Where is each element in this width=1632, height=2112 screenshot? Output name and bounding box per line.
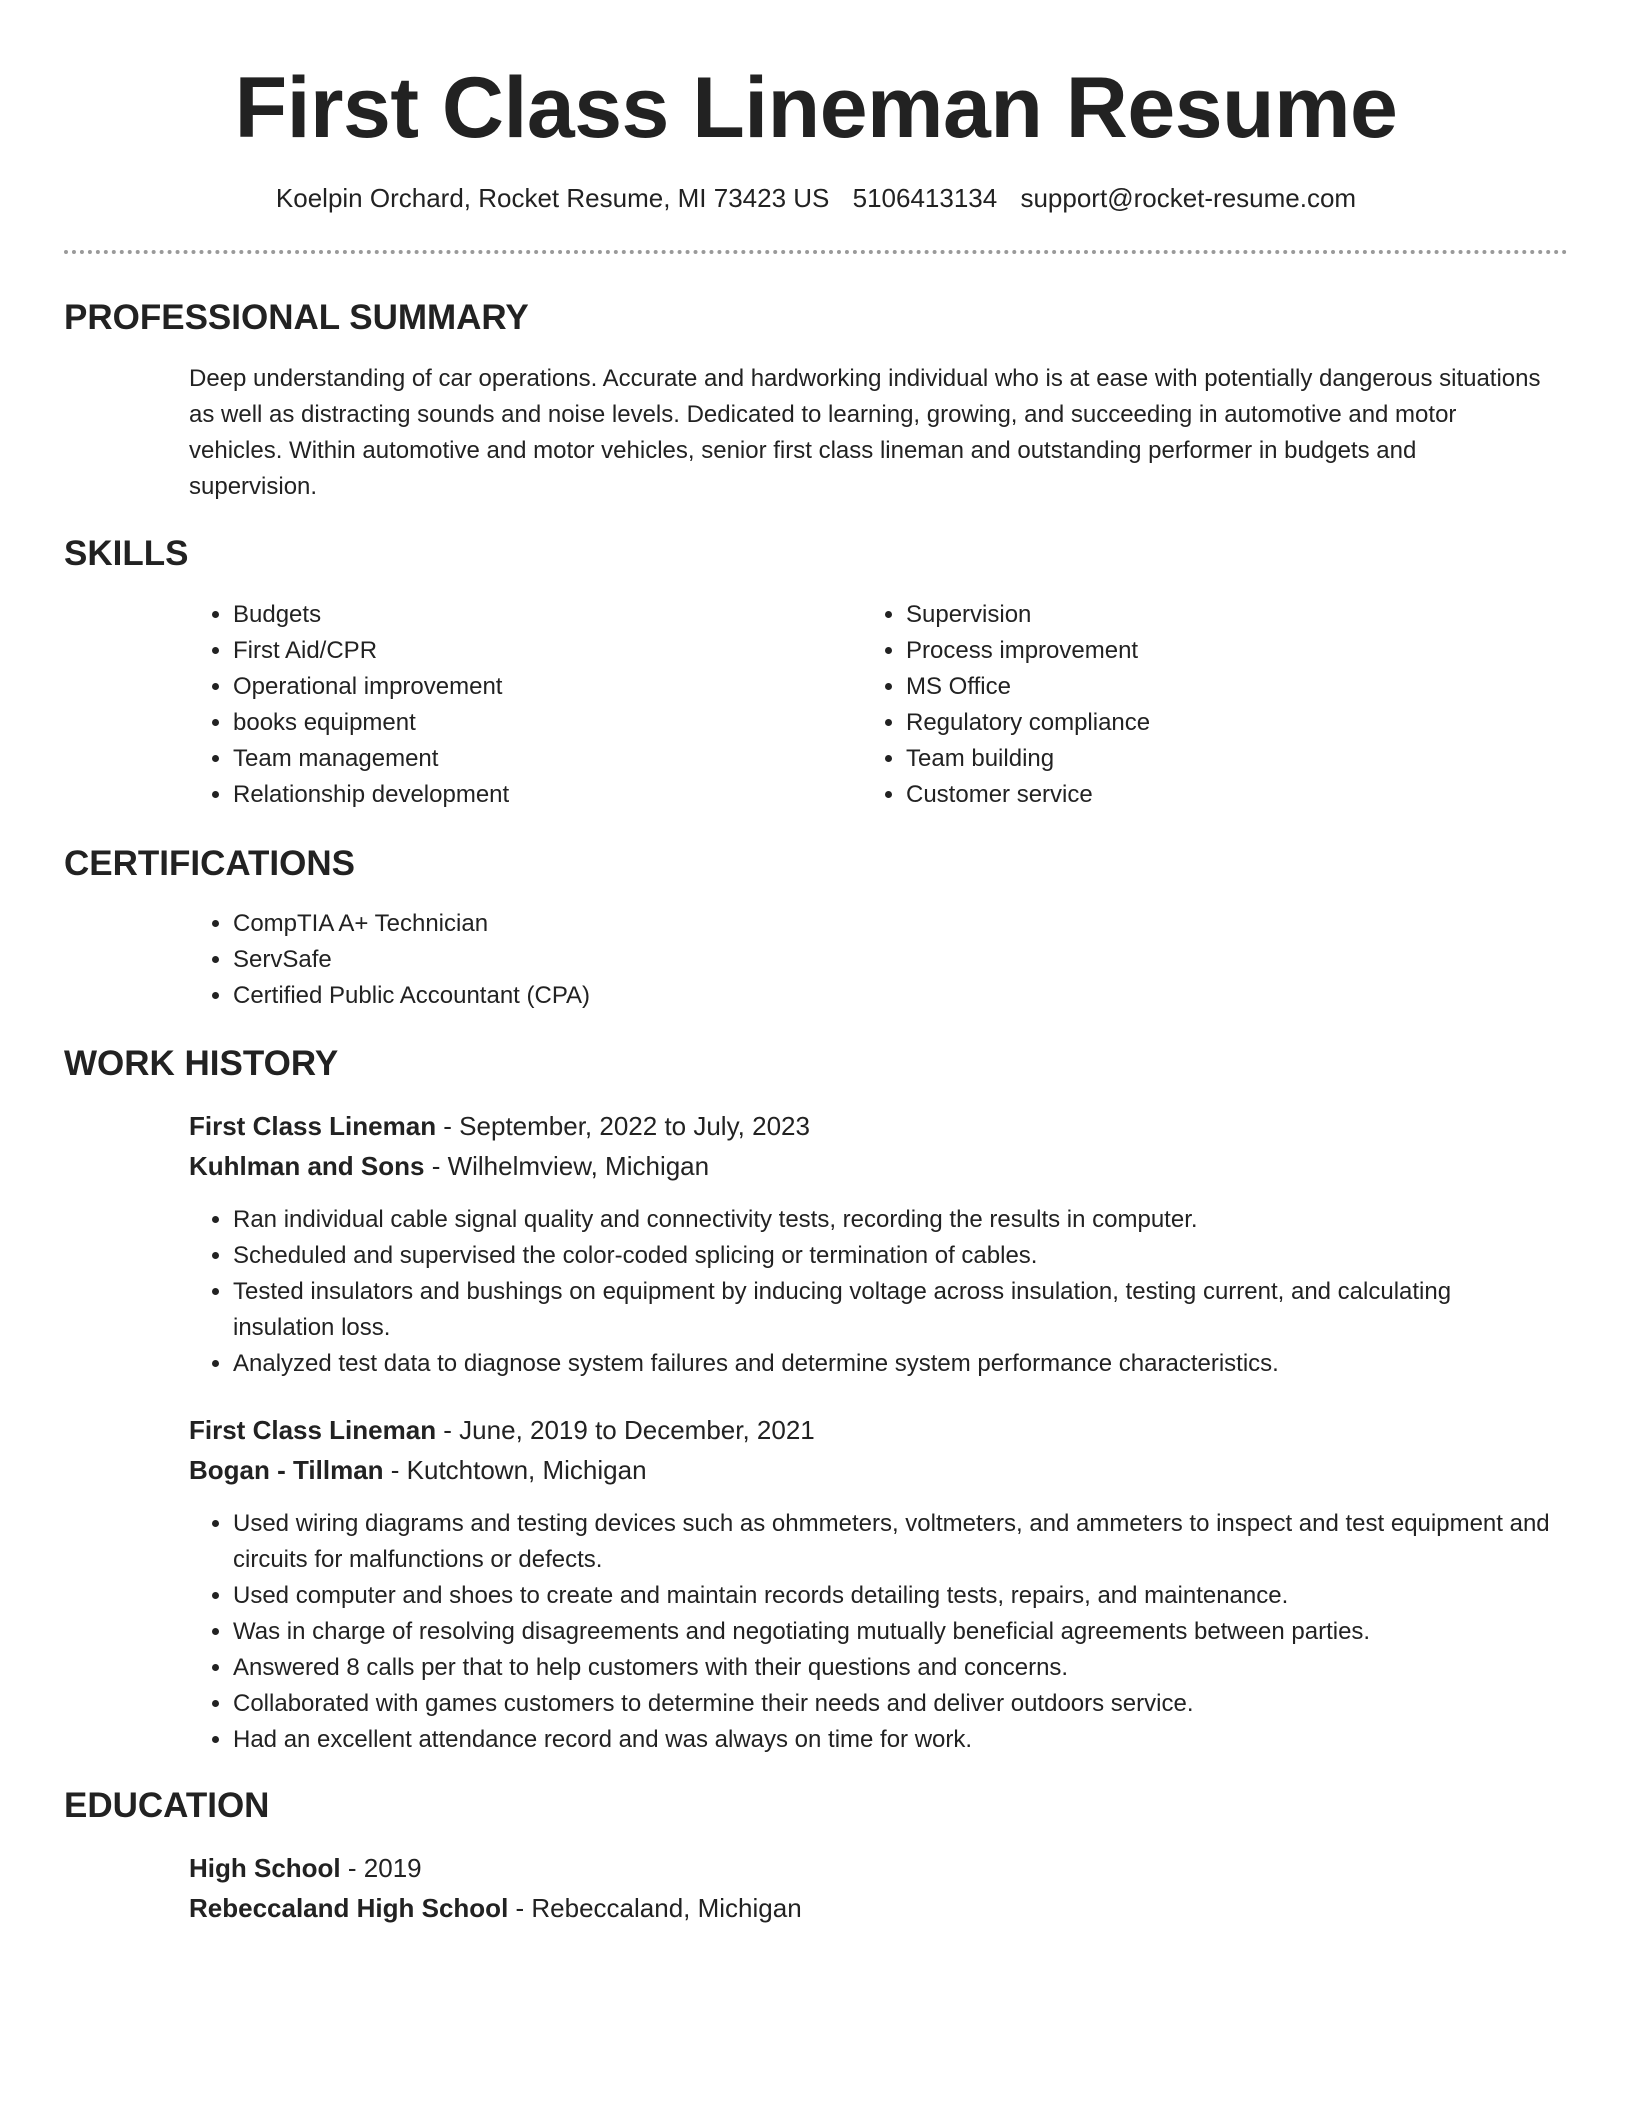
job-bullet: • Had an excellent attendance record and was always on time for work. <box>233 1722 1559 1758</box>
skill-item: • books equipment <box>233 705 829 741</box>
skill-item: • Operational improvement <box>233 669 829 705</box>
certification-item: • Certified Public Accountant (CPA) <box>233 978 1559 1014</box>
job-entry <box>189 1106 1559 1186</box>
education-degree: High School <box>189 1853 341 1883</box>
skill-item: • MS Office <box>906 669 1502 705</box>
education-year: - 2019 <box>340 1853 422 1883</box>
job-company-line <box>189 1146 1559 1186</box>
contact-address: Koelpin Orchard, Rocket Resume, MI 73423 US <box>275 183 830 213</box>
certifications-section <box>189 906 1559 1014</box>
job-bullet: • Analyzed test data to diagnose system failures and determine system performance characteristics. <box>233 1346 1559 1382</box>
certifications-heading: CERTIFICATIONS <box>64 844 356 883</box>
job-bullet: • Ran individual cable signal quality and connectivity tests, recording the results in computer. <box>233 1202 1559 1238</box>
header-divider <box>64 250 1568 254</box>
job-bullet: • Collaborated with games customers to determine their needs and deliver outdoors service. <box>233 1686 1559 1722</box>
job-bullet: • Was in charge of resolving disagreements and negotiating mutually beneficial agreements between parties. <box>233 1614 1559 1650</box>
education-heading: EDUCATION <box>64 1786 270 1825</box>
job-bullet: • Used wiring diagrams and testing devices such as ohmmeters, voltmeters, and ammeters to inspect and test equipment and circuits for malfunctions or defects. <box>233 1506 1559 1578</box>
skill-item: • Relationship development <box>233 777 829 813</box>
skill-item: • Process improvement <box>906 633 1502 669</box>
education-school-line <box>189 1888 1559 1928</box>
job-title-line <box>189 1106 1559 1146</box>
skill-item: • Budgets <box>233 597 829 633</box>
education-entry <box>189 1848 1559 1928</box>
job-company-line <box>189 1450 1559 1490</box>
summary-section <box>189 361 1549 505</box>
certification-item: • CompTIA A+ Technician <box>233 906 1559 942</box>
job-bullets <box>189 1202 1559 1382</box>
skills-right-column <box>862 597 1502 813</box>
contact-phone: 5106413134 <box>852 183 998 213</box>
summary-heading: PROFESSIONAL SUMMARY <box>64 298 529 337</box>
contact-line <box>0 180 1632 216</box>
job-bullet: • Scheduled and supervised the color-coded splicing or termination of cables. <box>233 1238 1559 1274</box>
contact-email: support@rocket-resume.com <box>1020 183 1357 213</box>
job-location: - Kutchtown, Michigan <box>383 1455 647 1485</box>
skill-item: • Team building <box>906 741 1502 777</box>
job-title-line <box>189 1410 1559 1450</box>
education-degree-line <box>189 1848 1559 1888</box>
education-school: Rebeccaland High School <box>189 1893 509 1923</box>
job-title: First Class Lineman <box>189 1415 437 1445</box>
summary-text: Deep understanding of car operations. Accurate and hardworking individual who is at ease with potentially dangerous situations as well as distracting sounds and noise levels. Dedicated to learning, growing, and succeeding in automotive and motor vehicles. Within automotive and motor vehicles, senior first class lineman and outstanding performer in budgets and supervision. <box>189 365 1541 500</box>
job-bullet: • Answered 8 calls per that to help customers with their questions and concerns. <box>233 1650 1559 1686</box>
job-bullet: • Tested insulators and bushings on equipment by inducing voltage across insulation, testing current, and calculating insulation loss. <box>233 1274 1559 1346</box>
skill-item: • First Aid/CPR <box>233 633 829 669</box>
resume-title: First Class Lineman Resume <box>234 60 1398 156</box>
skill-item: • Supervision <box>906 597 1502 633</box>
skill-item: • Customer service <box>906 777 1502 813</box>
job-entry <box>189 1410 1559 1490</box>
skills-heading: SKILLS <box>64 534 189 573</box>
job-dates: - June, 2019 to December, 2021 <box>436 1415 815 1445</box>
skill-item: • Regulatory compliance <box>906 705 1502 741</box>
job-bullet: • Used computer and shoes to create and maintain records detailing tests, repairs, and maintenance. <box>233 1578 1559 1614</box>
job-title: First Class Lineman <box>189 1111 437 1141</box>
job-company: Kuhlman and Sons <box>189 1151 425 1181</box>
certification-item: • ServSafe <box>233 942 1559 978</box>
skills-left-column <box>189 597 829 813</box>
education-location: - Rebeccaland, Michigan <box>508 1893 802 1923</box>
work-history-heading: WORK HISTORY <box>64 1044 339 1083</box>
skill-item: • Team management <box>233 741 829 777</box>
job-bullets <box>189 1506 1559 1758</box>
job-location: - Wilhelmview, Michigan <box>424 1151 710 1181</box>
job-company: Bogan - Tillman <box>189 1455 384 1485</box>
job-dates: - September, 2022 to July, 2023 <box>436 1111 810 1141</box>
